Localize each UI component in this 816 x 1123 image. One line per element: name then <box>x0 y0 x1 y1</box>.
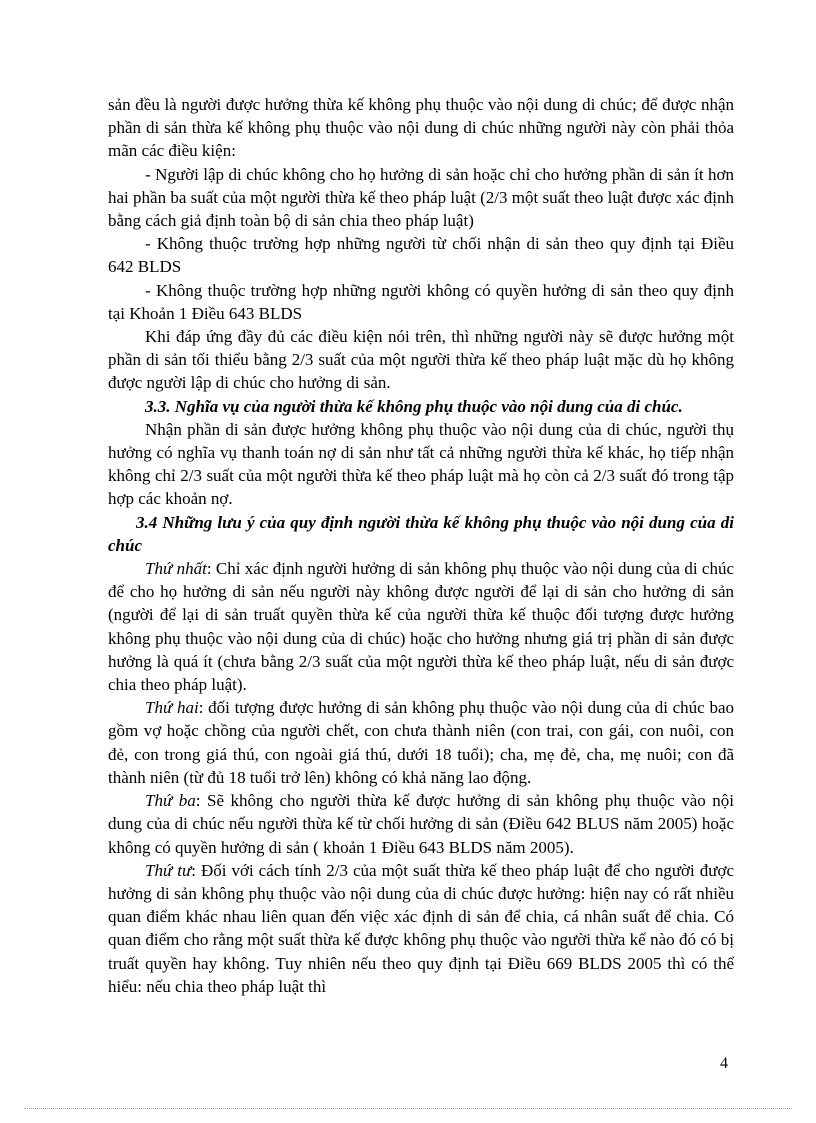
note-text: : Chỉ xác định người hưởng di sản không phụ thuộc vào nội dung của di chúc để cho họ hưởng di sản nếu người này không được người để lại di sản cho hưởng di sản (người để lại di sản truất quyền thừa kế của người thừa kế thuộc đối tượng được hưởng không phụ thuộc vào nội dung của di chúc) hoặc cho hưởng nhưng giá trị phần di sản được hưởng là quá ít (chưa bằng 2/3 suất của một người thừa kế theo pháp luật, nếu di sản được chia theo pháp luật). <box>108 559 735 695</box>
page-number: 4 <box>720 1055 728 1072</box>
section-heading-3-3: 3.3. Nghĩa vụ của người thừa kế không phụ thuộc vào nội dung của di chúc. <box>145 396 683 416</box>
note-paragraph <box>108 859 734 998</box>
paragraph: Khi đáp ứng đầy đủ các điều kiện nói trên, thì những người này sẽ được hưởng một phần di sản tối thiểu bằng 2/3 suất của một người thừa kế theo pháp luật mặc dù họ không được người lập di chúc cho hưởng di sản. <box>108 327 734 393</box>
note-lead: Thứ tư <box>145 860 192 880</box>
note-text: : Sẽ không cho người thừa kế được hưởng di sản không phụ thuộc vào nội dung của di chúc nếu người thừa kế từ chối hưởng di sản (Điều 642 BLUS năm 2005) hoặc không có quyền hưởng di sản ( khoản 1 Điều 643 BLDS năm 2005). <box>108 791 734 857</box>
body-text <box>108 93 734 998</box>
note-lead: Thứ hai <box>145 698 199 718</box>
section-heading-3-4: 3.4 Những lưu ý của quy định người thừa kế không phụ thuộc vào nội dung của di chúc <box>108 512 734 555</box>
note-paragraph <box>108 789 734 859</box>
paragraph: - Không thuộc trường hợp những người từ chối nhận di sản theo quy định tại Điều 642 BLDS <box>108 234 734 277</box>
paragraph: - Người lập di chúc không cho họ hưởng di sản hoặc chỉ cho hưởng phần di sản ít hơn hai phần ba suất của một người thừa kế theo pháp luật (2/3 một suất theo luật được xác định bằng cách giả định toàn bộ di sản chia theo pháp luật) <box>108 164 734 231</box>
note-lead: Thứ ba <box>145 791 196 811</box>
note-text: : đối tượng được hưởng di sản không phụ thuộc vào nội dung của di chúc bao gồm vợ hoặc chồng của người chết, con chưa thành niên (con trai, con gái, con nuôi, con đẻ, con trong giá thú, con ngoài giá thú, dưới 18 tuổi); cha, mẹ đẻ, cha, mẹ nuôi; con đã thành niên (từ đủ 18 tuổi trở lên) không có khả năng lao động. <box>108 698 735 787</box>
note-lead: Thứ nhất <box>145 559 207 579</box>
paragraph: Nhận phần di sản được hưởng không phụ thuộc vào nội dung của di chúc, người thụ hưởng có nghĩa vụ thanh toán nợ di sản như tất cả những người thừa kế khác, họ tiếp nhận không chỉ 2/3 suất của một người thừa kế theo pháp luật mà họ còn cả 2/3 suất đó trong tập hợp các khoản nợ. <box>108 419 734 509</box>
footer-divider <box>24 1108 792 1109</box>
note-paragraph <box>108 557 734 696</box>
note-text: : Đối với cách tính 2/3 của một suất thừa kế theo pháp luật để cho người được hưởng di sản không phụ thuộc vào nội dung của di chúc được hưởng: hiện nay có rất nhiều quan điểm khác nhau liên quan đến việc xác định di sản để chia, cá nhân suất để chia. Có quan điểm cho rằng một suất thừa kế được không phụ thuộc vào người thừa kế nào đó có bị truất quyền hay không. Tuy nhiên nếu theo quy định tại Điều 669 BLDS 2005 thì có thể hiểu: nếu chia theo pháp luật thì <box>108 860 734 996</box>
paragraph: - Không thuộc trường hợp những người không có quyền hưởng di sản theo quy định tại Khoản 1 Điều 643 BLDS <box>108 280 734 323</box>
paragraph: sản đều là người được hưởng thừa kế không phụ thuộc vào nội dung di chúc; để được nhận phần di sản thừa kế không phụ thuộc vào nội dung di chúc những người này còn phải thỏa mãn các điều kiện: <box>108 95 734 161</box>
note-paragraph <box>108 696 734 789</box>
